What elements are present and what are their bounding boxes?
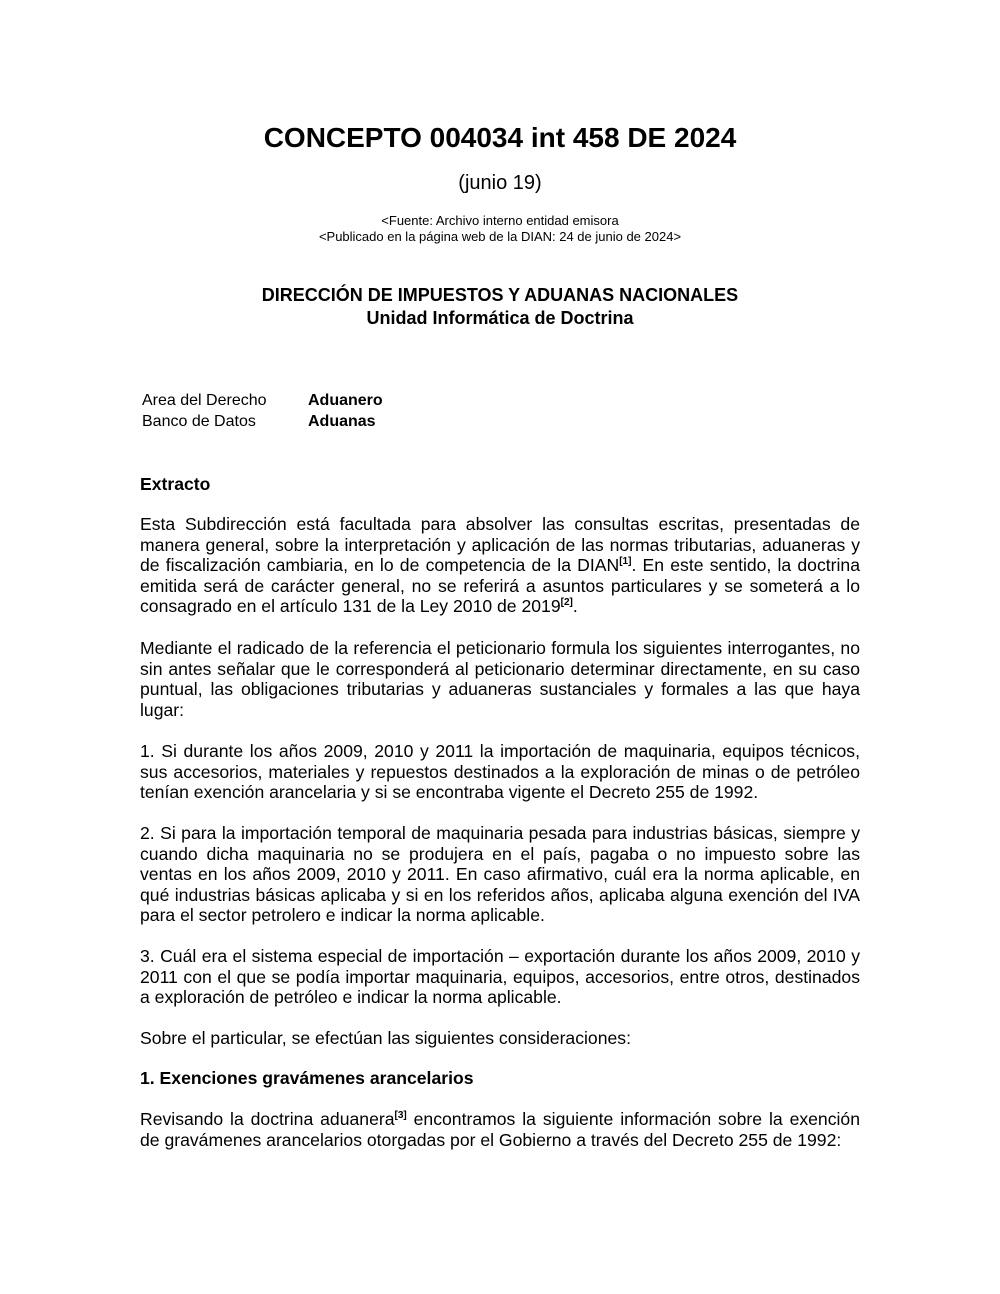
classification-label: Area del Derecho xyxy=(142,392,267,409)
classification-label: Banco de Datos xyxy=(142,413,256,430)
published-line: <Publicado en la página web de la DIAN: 24 de junio de 2024> xyxy=(318,229,682,244)
source-line: <Fuente: Archivo interno entidad emisora xyxy=(381,213,619,228)
agency-block xyxy=(140,284,860,330)
classification-value: Aduanero xyxy=(308,392,383,409)
section-1-heading: 1. Exenciones gravámenes arancelarios xyxy=(140,1068,474,1088)
classification-row xyxy=(142,390,383,411)
classification-value: Aduanas xyxy=(308,413,376,430)
agency-name: DIRECCIÓN DE IMPUESTOS Y ADUANAS NACIONALES xyxy=(261,285,739,305)
extract-paragraph-1 xyxy=(140,514,860,617)
section-1-paragraph xyxy=(140,1109,860,1150)
agency-unit: Unidad Informática de Doctrina xyxy=(366,308,634,328)
document-title: CONCEPTO 004034 int 458 DE 2024 xyxy=(263,122,737,153)
paragraph-text: Esta Subdirección está facultada para absolver las consultas escritas, presentadas de manera general, sobre la interpretación y aplicación de las normas tributarias, aduaneras y de fiscalización cambiaria, en lo de competencia de la DIAN xyxy=(140,514,860,575)
footnote-ref-2[interactable]: [2] xyxy=(560,597,573,609)
classification-table xyxy=(142,390,383,432)
paragraph-text: . xyxy=(572,596,578,616)
publication-meta xyxy=(140,213,860,245)
extract-heading: Extracto xyxy=(140,474,211,494)
question-2: 2. Si para la importación temporal de maquinaria pesada para industrias básicas, siempre y cuando dicha maquinaria no se produjera en el país, pagaba o no impuesto sobre las ventas en los años 2009, 2010 y 2011. En caso afirmativo, cuál era la norma aplicable, en qué industrias básicas aplicaba y si en los referidos años, aplicaba alguna exención del IVA para el sector petrolero e indicar la norma aplicable. xyxy=(140,823,860,925)
paragraph-text: Revisando la doctrina aduanera xyxy=(140,1109,395,1129)
document-date: (junio 19) xyxy=(458,172,542,194)
footnote-ref-3[interactable]: [3] xyxy=(394,1110,407,1122)
paragraph-text: . En este sentido, la doctrina emitida será de carácter general, no se referirá a asuntos particulares y se someterá a lo consagrado en el artículo 131 de la Ley 2010 de 2019 xyxy=(140,555,860,616)
paragraph-text: encontramos la siguiente información sobre la exención de gravámenes arancelarios otorgadas por el Gobierno a través del Decreto 255 de 1992: xyxy=(140,1109,860,1150)
question-1: 1. Si durante los años 2009, 2010 y 2011 la importación de maquinaria, equipos técnicos, sus accesorios, materiales y repuestos destinados a la exploración de minas o de petróleo tenían exención arancelaria y si se encontraba vigente el Decreto 255 de 1992. xyxy=(140,741,860,802)
question-3: 3. Cuál era el sistema especial de importación – exportación durante los años 2009, 2010 y 2011 con el que se podía importar maquinaria, equipos, accesorios, entre otros, destinados a exploración de petróleo e indicar la norma aplicable. xyxy=(140,946,860,1007)
classification-row xyxy=(142,411,383,432)
extract-paragraph-3: Sobre el particular, se efectúan las siguientes consideraciones: xyxy=(140,1028,631,1048)
extract-paragraph-2: Mediante el radicado de la referencia el peticionario formula los siguientes interrogantes, no sin antes señalar que le corresponderá al peticionario determinar directamente, en su caso puntual, las obligaciones tributarias y aduaneras sustanciales y formales a las que haya lugar: xyxy=(140,638,860,720)
footnote-ref-1[interactable]: [1] xyxy=(619,556,632,568)
